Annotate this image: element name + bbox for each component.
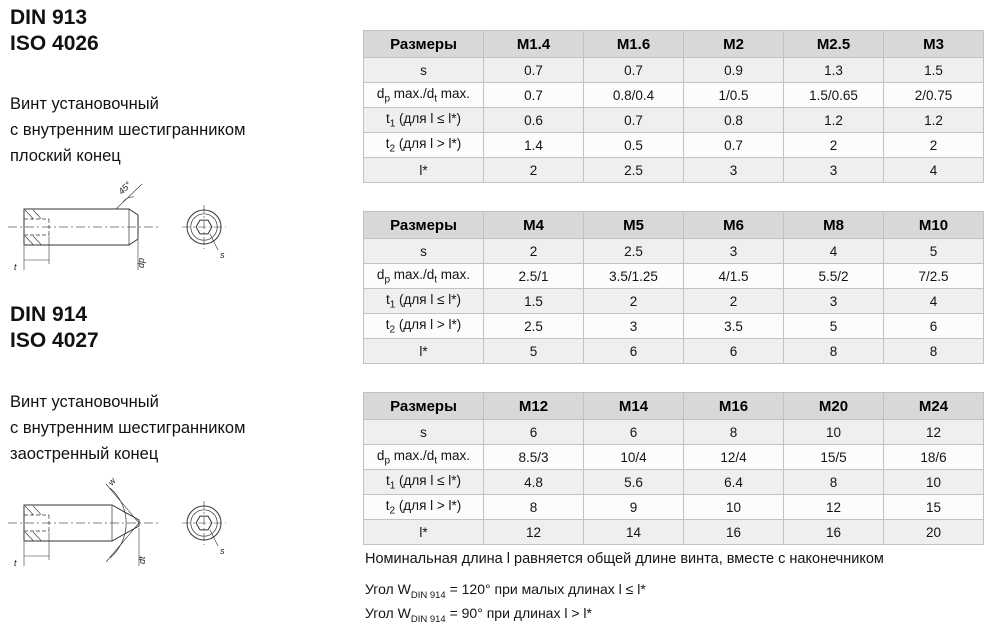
size-header-M24: M24 [884, 393, 984, 420]
cell-lstar-M6: 6 [684, 339, 784, 364]
desc-din913-line2: с внутренним шестигранником [10, 121, 246, 139]
cell-lstar-M10: 8 [884, 339, 984, 364]
cell-dp-M3: 2/0.75 [884, 83, 984, 108]
cell-s-M5: 2.5 [584, 239, 684, 264]
cell-t1-M1.6: 0.7 [584, 108, 684, 133]
size-header-M16: M16 [684, 393, 784, 420]
row-label-s: s [364, 239, 484, 264]
note-angle-120-text: Угол W [365, 581, 411, 597]
table-header-row [364, 212, 984, 239]
row-label-lstar: l* [364, 158, 484, 183]
size-header-M2.5: M2.5 [784, 31, 884, 58]
cell-s-M8: 4 [784, 239, 884, 264]
cell-s-M2: 0.9 [684, 58, 784, 83]
size-header-M4: M4 [484, 212, 584, 239]
size-header-M10: M10 [884, 212, 984, 239]
desc-din913-line1: Винт установочный [10, 95, 159, 113]
table-row-lstar [364, 520, 984, 545]
table-row-lstar [364, 339, 984, 364]
cell-t1-M2.5: 1.2 [784, 108, 884, 133]
cell-t2-M20: 12 [784, 495, 884, 520]
cell-dp-M14: 10/4 [584, 445, 684, 470]
standard-iso4026: ISO 4026 [10, 32, 99, 55]
cell-dp-M20: 15/5 [784, 445, 884, 470]
cell-s-M6: 3 [684, 239, 784, 264]
cell-lstar-M20: 16 [784, 520, 884, 545]
cell-t2-M6: 3.5 [684, 314, 784, 339]
cell-lstar-M5: 6 [584, 339, 684, 364]
cell-dp-M4: 2.5/1 [484, 264, 584, 289]
cell-lstar-M1.6: 2.5 [584, 158, 684, 183]
cell-dp-M6: 4/1.5 [684, 264, 784, 289]
table-row-t1 [364, 289, 984, 314]
table-row-t2 [364, 133, 984, 158]
cell-s-M10: 5 [884, 239, 984, 264]
row-label-t2: $t_2$ (для l > l*) [364, 133, 484, 158]
cell-lstar-M2: 3 [684, 158, 784, 183]
table-row-dp [364, 264, 984, 289]
cell-t1-M6: 2 [684, 289, 784, 314]
table-row-dp [364, 445, 984, 470]
cell-dp-M5: 3.5/1.25 [584, 264, 684, 289]
cell-dp-M10: 7/2.5 [884, 264, 984, 289]
table-row-t1 [364, 470, 984, 495]
cell-lstar-M8: 8 [784, 339, 884, 364]
cell-s-M1.6: 0.7 [584, 58, 684, 83]
row-label-dp: $d_p$ $\max./d_t$ max. [364, 264, 484, 289]
cell-dp-M1.6: 0.8/0.4 [584, 83, 684, 108]
cell-t1-M3: 1.2 [884, 108, 984, 133]
row-label-dp: $d_p$ $\max./d_t$ max. [364, 445, 484, 470]
size-header-M2: M2 [684, 31, 784, 58]
cell-lstar-M1.4: 2 [484, 158, 584, 183]
cell-lstar-M4: 5 [484, 339, 584, 364]
cell-t1-M10: 4 [884, 289, 984, 314]
spec-table-large-sizes [363, 392, 984, 545]
cell-dp-M8: 5.5/2 [784, 264, 884, 289]
cell-t2-M8: 5 [784, 314, 884, 339]
table-row-lstar [364, 158, 984, 183]
din913-flat-point-drawing [6, 180, 251, 276]
cell-s-M20: 10 [784, 420, 884, 445]
cell-s-M16: 8 [684, 420, 784, 445]
size-header-M1.6: M1.6 [584, 31, 684, 58]
cell-t2-M5: 3 [584, 314, 684, 339]
standard-din913: DIN 913 [10, 6, 88, 29]
row-label-lstar: l* [364, 339, 484, 364]
cone-dim-s-label: s [220, 546, 225, 556]
row-label-t1: $t_1$ (для l ≤ l*) [364, 470, 484, 495]
cell-t1-M8: 3 [784, 289, 884, 314]
cell-lstar-M24: 20 [884, 520, 984, 545]
size-header-M14: M14 [584, 393, 684, 420]
table-row-s [364, 239, 984, 264]
row-label-lstar: l* [364, 520, 484, 545]
cell-t2-M16: 10 [684, 495, 784, 520]
note-angle-90-text: Угол W [365, 605, 411, 621]
header-razmery: Размеры [364, 31, 484, 58]
flat-dim-t-label: t [14, 262, 17, 272]
cell-t2-M2.5: 2 [784, 133, 884, 158]
desc-din914-line1: Винт установочный [10, 393, 159, 411]
table-row-s [364, 420, 984, 445]
cell-t1-M16: 6.4 [684, 470, 784, 495]
header-razmery: Размеры [364, 212, 484, 239]
spec-table-small-sizes [363, 30, 984, 183]
cell-dp-M2.5: 1.5/0.65 [784, 83, 884, 108]
cell-dp-M24: 18/6 [884, 445, 984, 470]
cell-s-M14: 6 [584, 420, 684, 445]
cell-lstar-M14: 14 [584, 520, 684, 545]
table-row-s [364, 58, 984, 83]
cell-t2-M2: 0.7 [684, 133, 784, 158]
cell-dp-M12: 8.5/3 [484, 445, 584, 470]
cone-dim-t-label: t [14, 558, 17, 568]
note-nominal-length: Номинальная длина l равняется общей длине винта, вместе с наконечником [365, 551, 884, 567]
note-angle-90-cond: = 90° при длинах l > l* [445, 605, 592, 621]
cell-t1-M12: 4.8 [484, 470, 584, 495]
row-label-t2: $t_2$ (для l > l*) [364, 495, 484, 520]
cell-t1-M5: 2 [584, 289, 684, 314]
row-label-t1: $t_1$ (для l ≤ l*) [364, 289, 484, 314]
cell-dp-M16: 12/4 [684, 445, 784, 470]
spec-table-medium-sizes [363, 211, 984, 364]
size-header-M3: M3 [884, 31, 984, 58]
cone-dim-dt-label: dt [137, 556, 147, 564]
standard-iso4027: ISO 4027 [10, 329, 99, 352]
cell-lstar-M12: 12 [484, 520, 584, 545]
row-label-dp: $d_p$ $\max./d_t$ max. [364, 83, 484, 108]
cell-t2-M24: 15 [884, 495, 984, 520]
cell-t1-M2: 0.8 [684, 108, 784, 133]
cell-lstar-M2.5: 3 [784, 158, 884, 183]
cone-angle-label: w [105, 476, 118, 488]
table-row-t2 [364, 495, 984, 520]
note-angle-90-sub: DIN 914 [410, 613, 446, 625]
size-header-M5: M5 [584, 212, 684, 239]
cell-t1-M14: 5.6 [584, 470, 684, 495]
cell-lstar-M16: 16 [684, 520, 784, 545]
note-angle-120-sub: DIN 914 [410, 589, 446, 601]
desc-din914-line2: с внутренним шестигранником [10, 419, 246, 437]
size-header-M8: M8 [784, 212, 884, 239]
cell-t2-M12: 8 [484, 495, 584, 520]
table-row-t1 [364, 108, 984, 133]
flat-angle-label: 45° [116, 180, 134, 197]
size-header-M1.4: M1.4 [484, 31, 584, 58]
cell-dp-M1.4: 0.7 [484, 83, 584, 108]
table-row-dp [364, 83, 984, 108]
size-header-M20: M20 [784, 393, 884, 420]
desc-din914-line3: заостренный конец [10, 445, 159, 463]
note-angle-90 [365, 605, 592, 625]
size-header-M12: M12 [484, 393, 584, 420]
din914-cone-point-drawing [6, 476, 251, 572]
cell-t2-M10: 6 [884, 314, 984, 339]
cell-t2-M1.4: 1.4 [484, 133, 584, 158]
cell-dp-M2: 1/0.5 [684, 83, 784, 108]
cell-s-M2.5: 1.3 [784, 58, 884, 83]
row-label-s: s [364, 58, 484, 83]
cell-t1-M4: 1.5 [484, 289, 584, 314]
note-angle-120-cond: = 120° при малых длинах l ≤ l* [445, 581, 646, 597]
row-label-t2: $t_2$ (для l > l*) [364, 314, 484, 339]
cell-t2-M4: 2.5 [484, 314, 584, 339]
cell-t2-M3: 2 [884, 133, 984, 158]
cell-s-M12: 6 [484, 420, 584, 445]
table-header-row [364, 393, 984, 420]
standard-din914: DIN 914 [10, 303, 88, 326]
cell-t2-M14: 9 [584, 495, 684, 520]
size-header-M6: M6 [684, 212, 784, 239]
table-row-t2 [364, 314, 984, 339]
flat-dim-s-label: s [220, 250, 225, 260]
cell-lstar-M3: 4 [884, 158, 984, 183]
header-razmery: Размеры [364, 393, 484, 420]
cell-s-M24: 12 [884, 420, 984, 445]
cell-t1-M20: 8 [784, 470, 884, 495]
row-label-t1: $t_1$ (для l ≤ l*) [364, 108, 484, 133]
cell-t1-M24: 10 [884, 470, 984, 495]
note-angle-120 [365, 581, 646, 601]
cell-s-M3: 1.5 [884, 58, 984, 83]
cell-s-M1.4: 0.7 [484, 58, 584, 83]
cell-t2-M1.6: 0.5 [584, 133, 684, 158]
cell-s-M4: 2 [484, 239, 584, 264]
flat-dim-dp-label: dp [136, 257, 146, 268]
row-label-s: s [364, 420, 484, 445]
table-header-row [364, 31, 984, 58]
cell-t1-M1.4: 0.6 [484, 108, 584, 133]
desc-din913-line3: плоский конец [10, 147, 121, 165]
